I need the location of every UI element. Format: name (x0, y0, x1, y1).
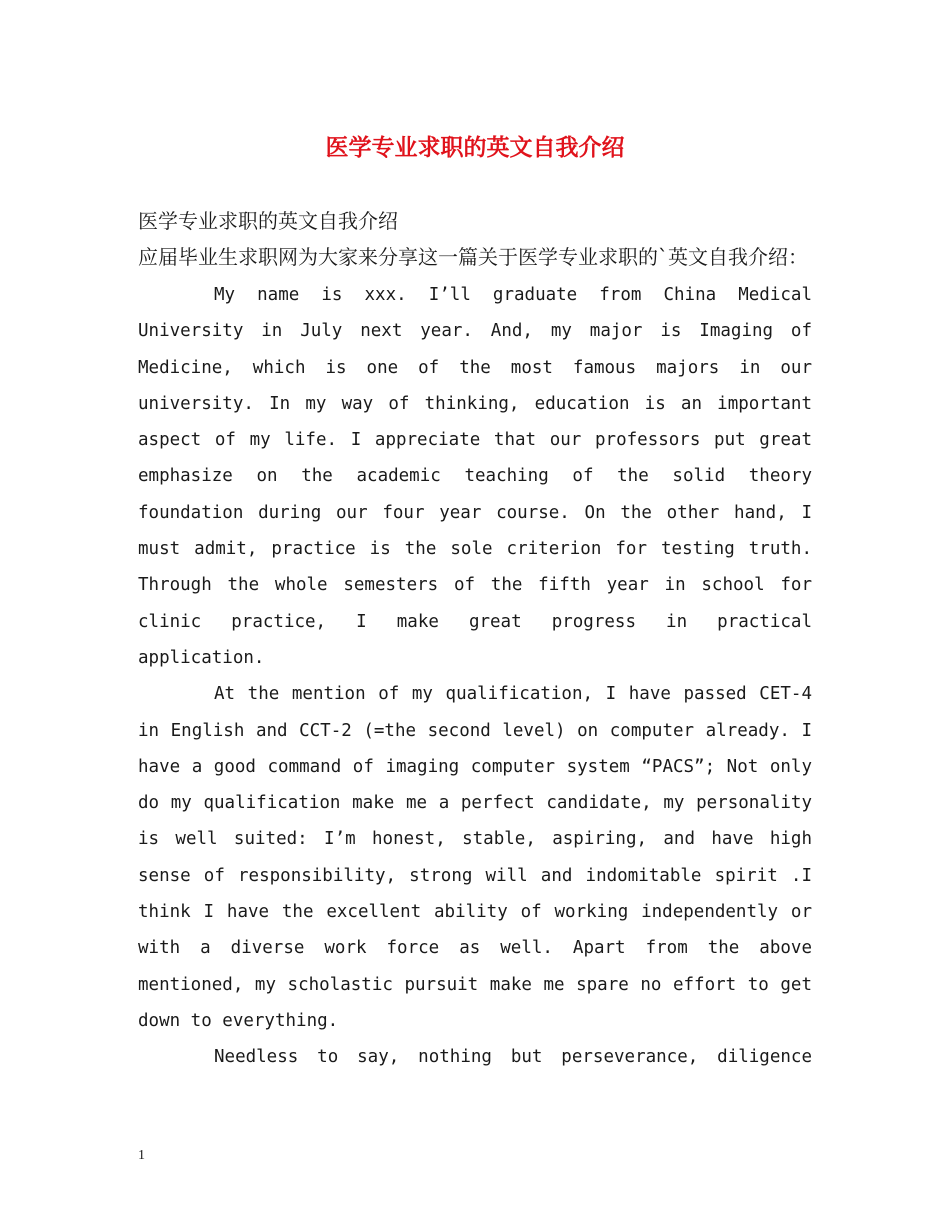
paragraph-conclusion: Needless to say, nothing but perseverance, diligence (214, 1047, 812, 1068)
document-intro: 应届毕业生求职网为大家来分享这一篇关于医学专业求职的`英文自我介绍： (138, 245, 808, 269)
page-number: 1 (138, 1148, 145, 1163)
paragraph-introduction: My name is xxx. I’ll graduate from China Medical University in July next year. And, my major is Imaging of Medicine, which is one of the most famous majors in our university. In my way of thinking, education is an important aspect of my life. I appreciate that our professors put great emphasize on the academic teaching of the solid theory foundation during our four year course. On the other hand, I must admit, practice is the sole criterion for testing truth. Through the whole semesters of the fifth year in school for clinic practice, I make great progress in practical application. (138, 285, 812, 668)
document-body (138, 203, 812, 1076)
paragraph-qualification: At the mention of my qualification, I have passed CET-4 in English and CCT-2 (=the second level) on computer already. I have a good command of imaging computer system “PACS”; Not only do my qualification make me a perfect candidate, my personality is well suited: I’m honest, stable, aspiring, and have high sense of responsibility, strong will and indomitable spirit .I think I have the excellent ability of working independently or with a diverse work force as well. Apart from the above mentioned, my scholastic pursuit make me spare no effort to get down to everything. (138, 684, 812, 1031)
page-title: 医学专业求职的英文自我介绍 (325, 135, 625, 161)
document-subtitle: 医学专业求职的英文自我介绍 (138, 209, 398, 233)
